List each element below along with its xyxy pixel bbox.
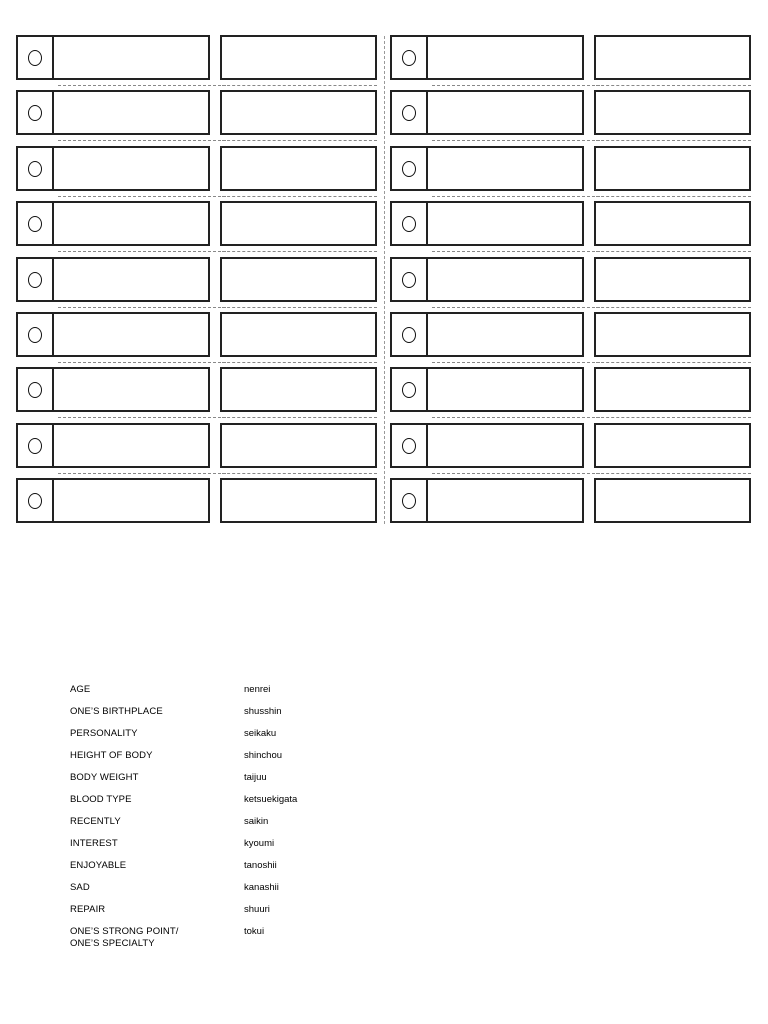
flashcard-front [390, 367, 584, 412]
cut-line [222, 140, 377, 141]
flashcard-back [594, 146, 751, 191]
flashcard-front [16, 478, 210, 523]
english-term: HEIGHT OF BODY [70, 750, 153, 761]
cut-line [596, 251, 751, 252]
ring-hole-cell [18, 203, 54, 244]
cut-line [58, 196, 226, 197]
flashcard-front [390, 423, 584, 468]
english-term: RECENTLY [70, 816, 121, 827]
cut-line [222, 417, 377, 418]
english-term: ENJOYABLE [70, 860, 127, 871]
cut-line [222, 85, 377, 86]
flashcard-front [390, 201, 584, 246]
ring-hole-cell [18, 425, 54, 466]
english-term: SAD [70, 882, 90, 893]
cut-line [596, 473, 751, 474]
romaji-term: ketsuekigata [244, 794, 298, 805]
romaji-term: kanashii [244, 882, 279, 893]
flashcard-front [390, 146, 584, 191]
ring-hole-icon [28, 438, 42, 454]
flashcard-front [16, 312, 210, 357]
cut-line [58, 307, 226, 308]
ring-hole-icon [402, 161, 416, 177]
english-term: BLOOD TYPE [70, 794, 132, 805]
ring-hole-icon [402, 493, 416, 509]
flashcard-front [16, 367, 210, 412]
cut-line [58, 251, 226, 252]
ring-hole-icon [28, 493, 42, 509]
cut-line [432, 307, 600, 308]
romaji-term: seikaku [244, 728, 277, 739]
ring-hole-icon [402, 105, 416, 121]
ring-hole-icon [402, 327, 416, 343]
ring-hole-icon [402, 216, 416, 232]
cut-line [58, 417, 226, 418]
cut-line [222, 307, 377, 308]
flashcard-front [390, 90, 584, 135]
english-term: INTEREST [70, 838, 118, 849]
ring-hole-cell [18, 480, 54, 521]
cut-line [432, 196, 600, 197]
flashcard-front [390, 312, 584, 357]
cut-line [58, 85, 226, 86]
ring-hole-icon [28, 382, 42, 398]
ring-hole-icon [28, 327, 42, 343]
flashcard-back [594, 90, 751, 135]
cut-line [596, 196, 751, 197]
flashcard-back [594, 312, 751, 357]
flashcard-front [16, 90, 210, 135]
flashcard-front [390, 35, 584, 80]
flashcard-front [16, 146, 210, 191]
cut-line [432, 251, 600, 252]
center-cut-line [384, 36, 385, 524]
cut-line [58, 362, 226, 363]
ring-hole-cell [392, 425, 428, 466]
ring-hole-icon [402, 272, 416, 288]
ring-hole-cell [18, 314, 54, 355]
ring-hole-cell [18, 148, 54, 189]
flashcard-back [220, 146, 377, 191]
cut-line [222, 196, 377, 197]
english-term: REPAIR [70, 904, 106, 915]
ring-hole-cell [18, 369, 54, 410]
english-term: AGE [70, 684, 91, 695]
ring-hole-icon [402, 382, 416, 398]
romaji-term: nenrei [244, 684, 271, 695]
cut-line [596, 417, 751, 418]
ring-hole-icon [28, 50, 42, 66]
ring-hole-cell [392, 203, 428, 244]
flashcard-back [220, 257, 377, 302]
romaji-term: kyoumi [244, 838, 275, 849]
flashcard-back [594, 257, 751, 302]
ring-hole-icon [28, 216, 42, 232]
cut-line [432, 140, 600, 141]
ring-hole-icon [402, 50, 416, 66]
ring-hole-cell [392, 259, 428, 300]
romaji-term: taijuu [244, 772, 267, 783]
romaji-term: tokui [244, 926, 265, 937]
english-term: PERSONALITY [70, 728, 138, 739]
cut-line [58, 473, 226, 474]
romaji-term: shusshin [244, 706, 282, 717]
ring-hole-cell [392, 37, 428, 78]
ring-hole-cell [392, 92, 428, 133]
flashcard-back [594, 423, 751, 468]
flashcard-back [594, 478, 751, 523]
cut-line [596, 85, 751, 86]
cut-line [596, 140, 751, 141]
flashcard-back [220, 367, 377, 412]
ring-hole-cell [18, 37, 54, 78]
ring-hole-cell [18, 92, 54, 133]
cut-line [222, 251, 377, 252]
ring-hole-icon [28, 105, 42, 121]
cut-line [58, 140, 226, 141]
flashcard-front [16, 423, 210, 468]
ring-hole-cell [18, 259, 54, 300]
romaji-term: shuuri [244, 904, 270, 915]
flashcard-back [594, 201, 751, 246]
ring-hole-icon [402, 438, 416, 454]
flashcard-back [594, 35, 751, 80]
cut-line [432, 85, 600, 86]
flashcard-back [220, 312, 377, 357]
cut-line [222, 473, 377, 474]
flashcard-back [220, 423, 377, 468]
flashcard-back [594, 367, 751, 412]
ring-hole-cell [392, 314, 428, 355]
english-term: BODY WEIGHT [70, 772, 139, 783]
flashcard-front [390, 478, 584, 523]
romaji-term: saikin [244, 816, 269, 827]
ring-hole-cell [392, 480, 428, 521]
flashcard-back [220, 201, 377, 246]
flashcard-front [390, 257, 584, 302]
ring-hole-cell [392, 369, 428, 410]
cut-line [432, 417, 600, 418]
english-term: ONE’S BIRTHPLACE [70, 706, 163, 717]
cut-line [596, 362, 751, 363]
cut-line [222, 362, 377, 363]
romaji-term: shinchou [244, 750, 283, 761]
ring-hole-icon [28, 161, 42, 177]
english-term: ONE’S STRONG POINT/ ONE’S SPECIALTY [70, 926, 179, 949]
flashcard-front [16, 257, 210, 302]
ring-hole-icon [28, 272, 42, 288]
flashcard-front [16, 35, 210, 80]
flashcard-front [16, 201, 210, 246]
cut-line [432, 362, 600, 363]
flashcard-back [220, 35, 377, 80]
cut-line [432, 473, 600, 474]
cut-line [596, 307, 751, 308]
romaji-term: tanoshii [244, 860, 277, 871]
ring-hole-cell [392, 148, 428, 189]
flashcard-back [220, 478, 377, 523]
flashcard-back [220, 90, 377, 135]
